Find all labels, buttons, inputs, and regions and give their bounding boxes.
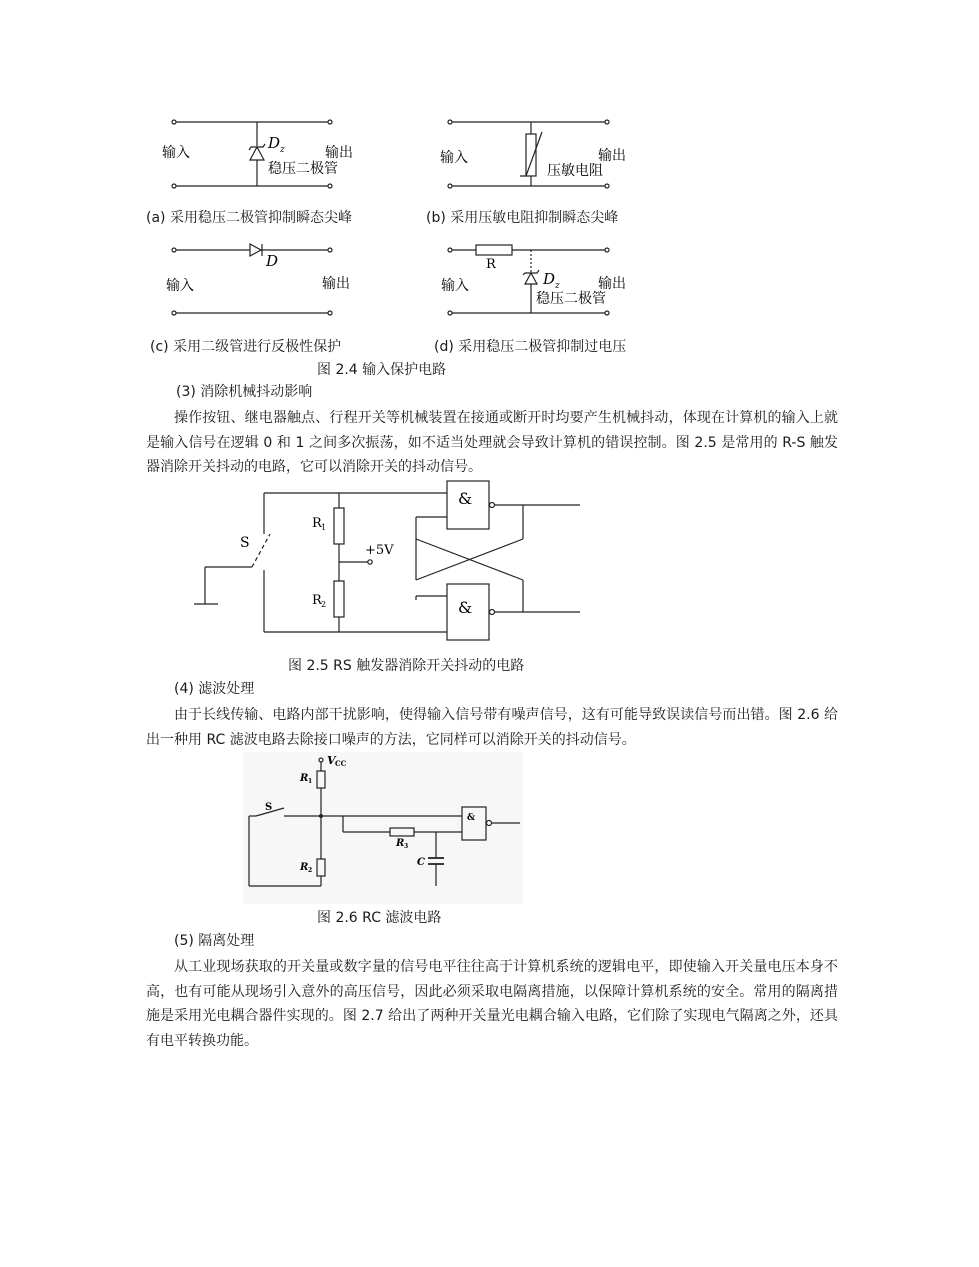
fig26-r2-label: R <box>300 862 309 873</box>
fig26-vcc-label: V <box>327 754 336 767</box>
fig-c-caption: (c) 采用二级管进行反极性保护 <box>150 339 342 355</box>
fig26-switch-label: S <box>265 802 273 813</box>
fig26-r3-label: R <box>396 838 405 849</box>
fig25-r1-label: R <box>312 516 322 531</box>
section-4-heading: (4) 滤波处理 <box>174 681 255 697</box>
fig-d-caption: (d) 采用稳压二极管抑制过电压 <box>434 339 627 355</box>
section-3-paragraph: 操作按钮、继电器触点、行程开关等机械装置在接通或断开时均要产生机械抖动，体现在计算机的输入上就是输入信号在逻辑 0 和 1 之间多次振荡，如不适当处理就会导致计算机的错误控制。图 2.5 是常用的 R-S 触发器消除开关抖动的电路，它可以消除开关的抖动信号。 <box>146 410 838 475</box>
figure-2-4-title: 图 2.4 输入保护电路 <box>317 362 447 378</box>
fig-c-out-label: 输出 <box>322 276 350 292</box>
fig-a-out-label: 输出 <box>325 145 353 161</box>
fig-d-out-label: 输出 <box>598 276 626 292</box>
fig26-r2-sub: 2 <box>308 867 313 874</box>
fig25-r1-sub: 1 <box>321 523 327 532</box>
fig-a-diode-symbol: D <box>268 134 281 152</box>
fig25-gate1-symbol: & <box>458 489 473 508</box>
fig-a-caption: (a) 采用稳压二极管抑制瞬态尖峰 <box>146 210 352 226</box>
fig26-r1-sub: 1 <box>308 778 313 785</box>
fig-b-part-label: 压敏电阻 <box>547 163 603 179</box>
fig-d-in-label: 输入 <box>441 278 469 294</box>
section-4-paragraph: 由于长线传输、电路内部干扰影响，使得输入信号带有噪声信号，这有可能导致误读信号而出错。图 2.6 给出一种用 RC 滤波电路去除接口噪声的方法，它同样可以消除开关的抖动信号。 <box>146 707 838 748</box>
fig26-r1-label: R <box>300 773 309 784</box>
fig26-vcc-sub: CC <box>335 759 347 768</box>
fig26-r3-sub: 3 <box>404 843 409 850</box>
fig-d-diode-symbol: D <box>543 270 556 288</box>
fig26-gate-symbol: & <box>467 813 476 823</box>
fig25-r2-label: R <box>312 593 322 608</box>
fig25-vcc-label: +5V <box>365 543 394 558</box>
fig25-r2-sub: 2 <box>321 600 327 609</box>
fig-d-diode-sub: z <box>555 281 560 291</box>
fig-b-caption: (b) 采用压敏电阻抑制瞬态尖峰 <box>426 210 619 226</box>
fig-b-in-label: 输入 <box>440 150 468 166</box>
fig25-switch-label: S <box>240 535 250 551</box>
fig-c-in-label: 输入 <box>166 278 194 294</box>
section-3-heading: (3) 消除机械抖动影响 <box>176 384 313 400</box>
fig-d-part-label: 稳压二极管 <box>536 291 606 307</box>
fig-a-diode-sub: z <box>280 145 285 155</box>
fig-c-diode-symbol: D <box>266 252 279 270</box>
figure-2-5-title: 图 2.5 RS 触发器消除开关抖动的电路 <box>288 658 525 674</box>
fig-b-out-label: 输出 <box>598 148 626 164</box>
fig-a-part-label: 稳压二极管 <box>268 161 338 177</box>
fig26-c-label: C <box>417 857 425 868</box>
fig-a-in-label: 输入 <box>162 145 190 161</box>
fig25-gate2-symbol: & <box>458 598 473 617</box>
section-5-paragraph: 从工业现场获取的开关量或数字量的信号电平往往高于计算机系统的逻辑电平，即使输入开关量电压本身不高，也有可能从现场引入意外的高压信号，因此必须采取电隔离措施，以保障计算机系统的安全。常用的隔离措施是采用光电耦合器件实现的。图 2.7 给出了两种开关量光电耦合输入电路，它们除了实现电气隔离之外，还具有电平转换功能。 <box>146 959 838 1049</box>
section-5-heading: (5) 隔离处理 <box>174 933 255 949</box>
figure-2-6-title: 图 2.6 RC 滤波电路 <box>317 910 442 926</box>
fig-d-resistor-label: R <box>486 257 496 272</box>
